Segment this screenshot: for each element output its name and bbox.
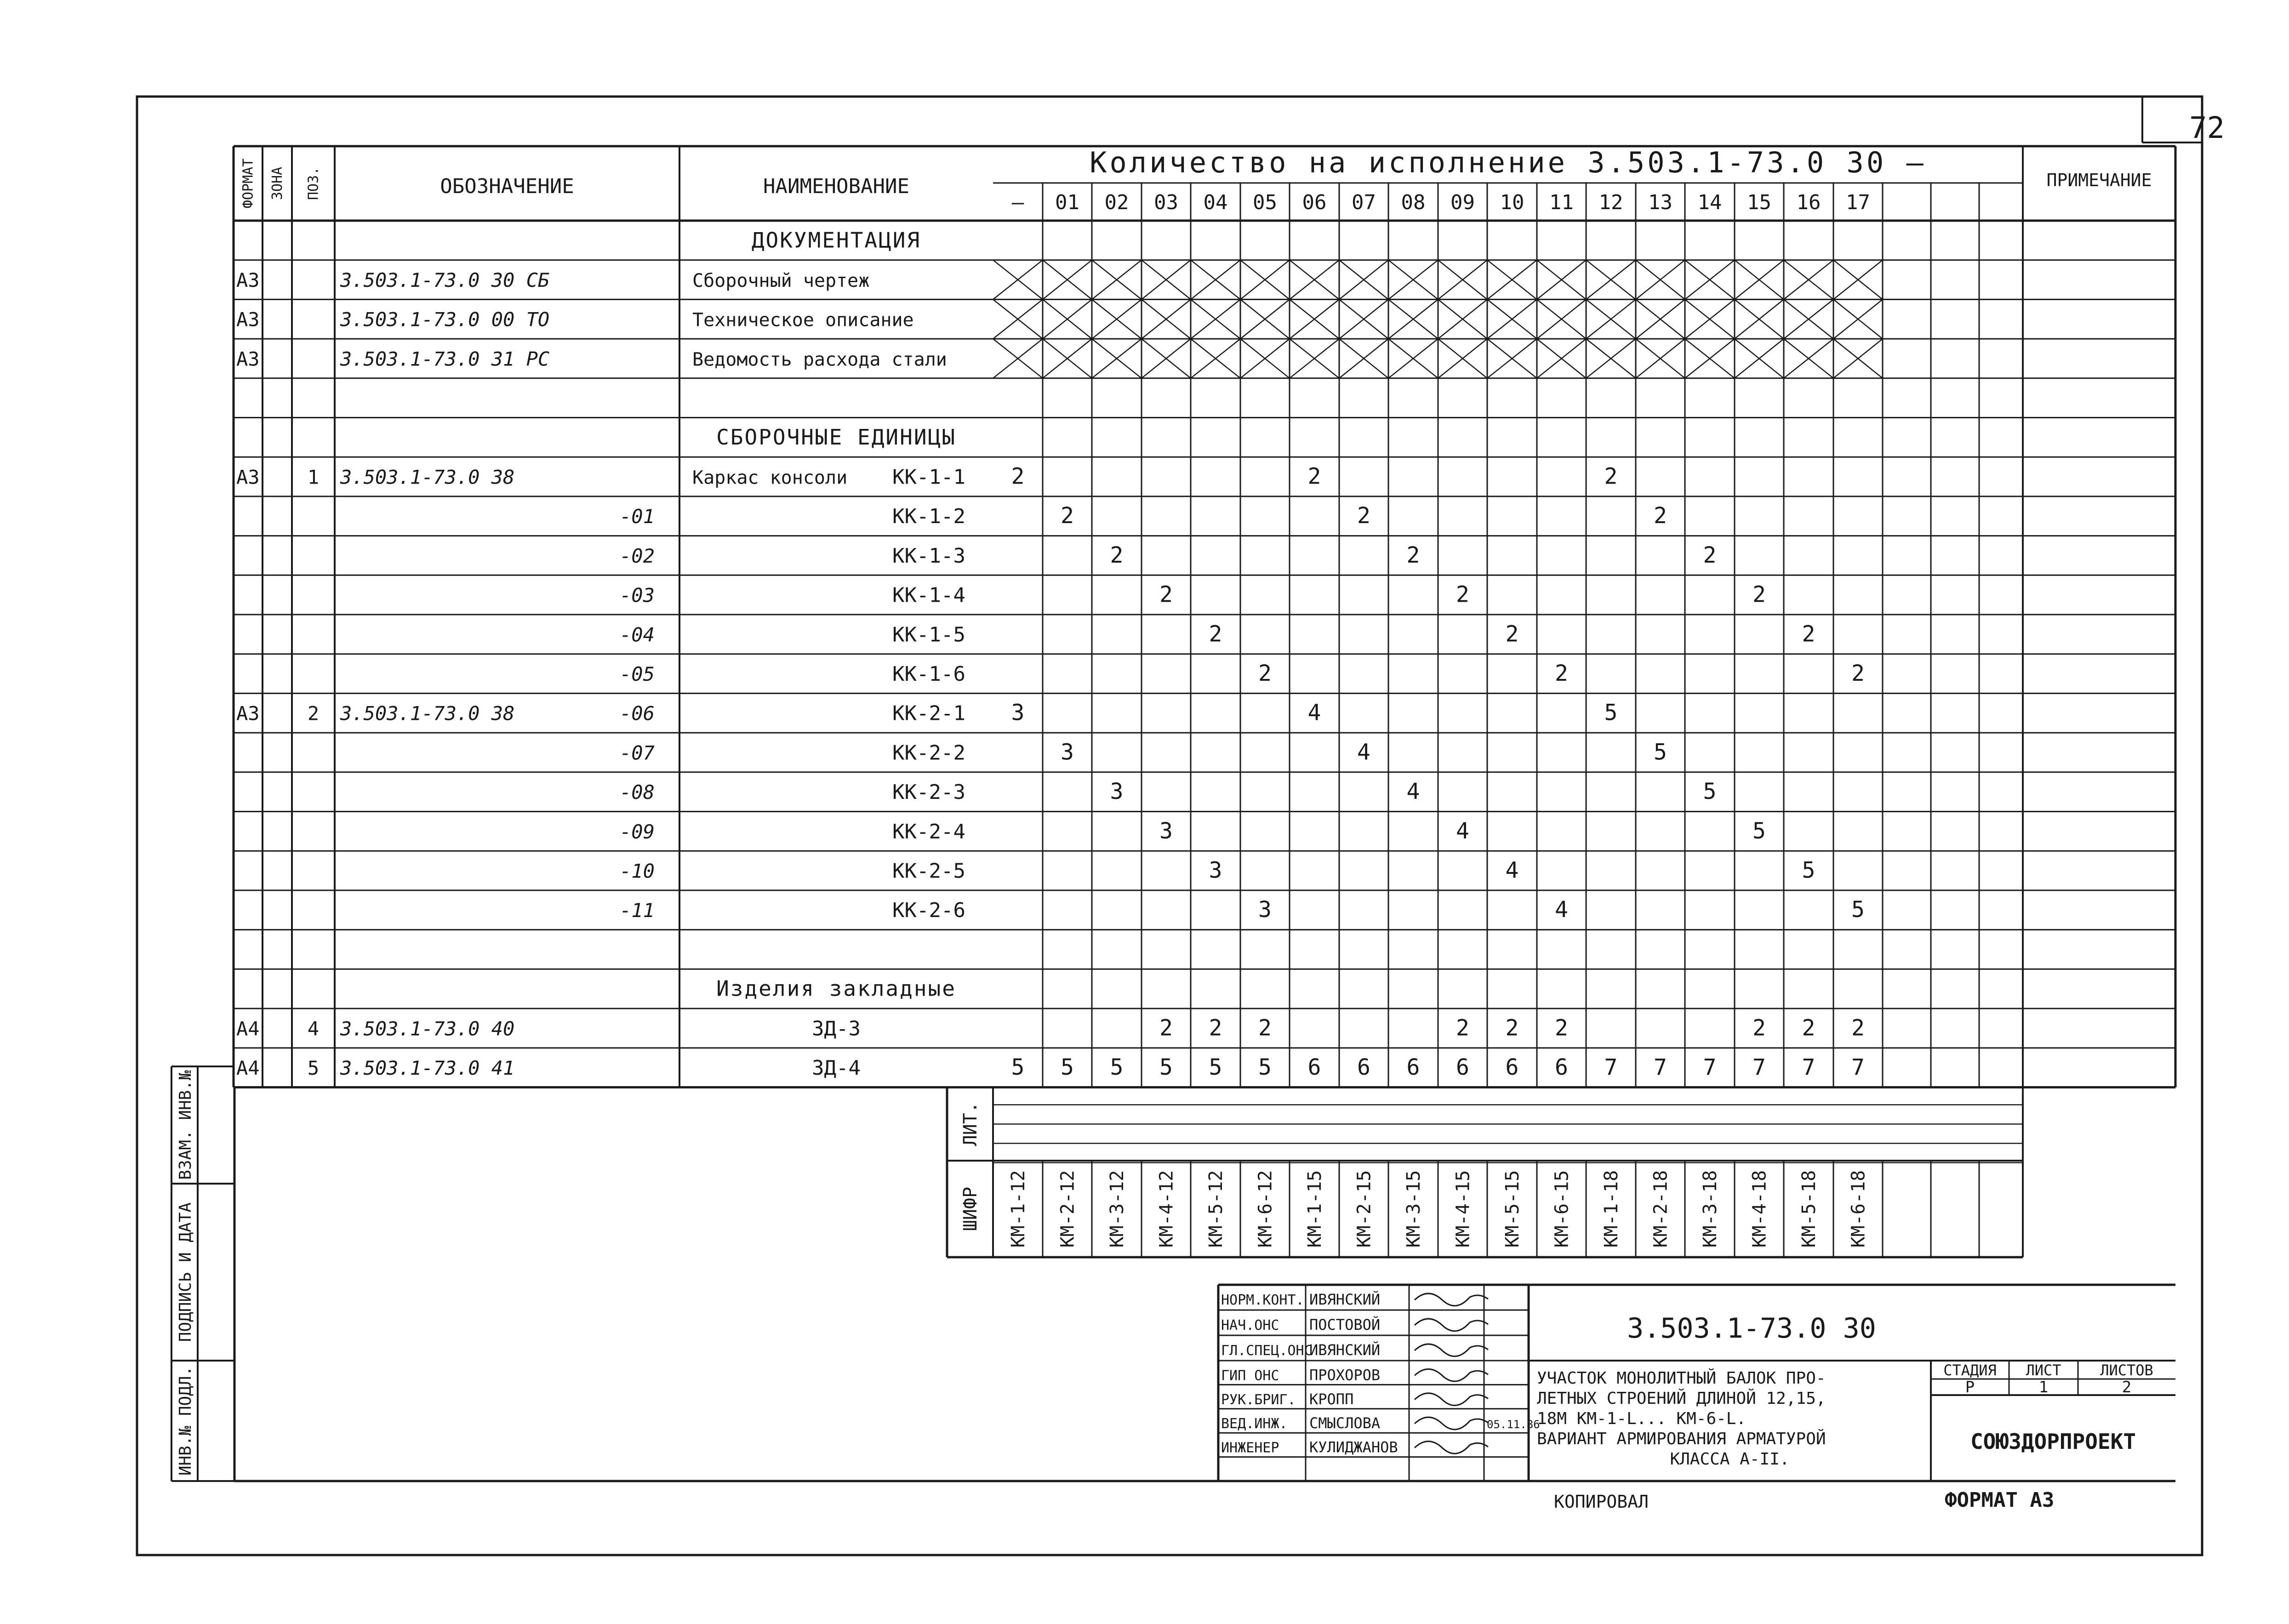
variant-header: 02 <box>1104 191 1129 214</box>
quantity-cell: 4 <box>1357 739 1370 765</box>
variant-code: КМ-2-18 <box>1650 1170 1672 1248</box>
row-name: КК-1-1 <box>892 465 965 489</box>
row-name: КК-2-5 <box>892 859 965 883</box>
variant-code: КМ-3-18 <box>1700 1170 1721 1248</box>
quantity-cell: 6 <box>1357 1054 1370 1080</box>
variant-code: КМ-6-18 <box>1848 1170 1869 1248</box>
quantity-cell: 2 <box>1851 660 1865 686</box>
quantity-cell: 2 <box>1654 503 1667 529</box>
quantity-cell: 6 <box>1406 1054 1420 1080</box>
row-name: Техническое описание <box>692 309 914 331</box>
signature-role: НАЧ.ОНС <box>1221 1317 1279 1333</box>
variant-header: 08 <box>1401 191 1426 214</box>
variant-code: КМ-1-12 <box>1008 1170 1029 1248</box>
signature-role: ИНЖЕНЕР <box>1221 1440 1279 1456</box>
quantity-cell: 4 <box>1307 700 1321 726</box>
title-line: ВАРИАНТ АРМИРОВАНИЯ АРМАТУРОЙ <box>1537 1430 1826 1448</box>
quantity-cell: 5 <box>1851 897 1865 923</box>
variant-headers <box>1012 191 1870 214</box>
signature-mark <box>1415 1344 1488 1356</box>
row-name: КК-1-6 <box>892 662 965 686</box>
variant-header: 11 <box>1549 191 1574 214</box>
signature-mark <box>1415 1393 1488 1406</box>
signature-role: ГЛ.СПЕЦ.ОНС <box>1221 1343 1313 1359</box>
variant-header: 16 <box>1796 191 1821 214</box>
sheet-label: ЛИСТ <box>2026 1362 2061 1379</box>
quantity-cell: 5 <box>1209 1054 1222 1080</box>
variant-header: 14 <box>1697 191 1722 214</box>
row-name: КК-1-4 <box>892 583 965 607</box>
title-line: КЛАССА А-II. <box>1670 1450 1790 1469</box>
title-line: 18М КМ-1-L... КМ-6-L. <box>1537 1409 1747 1428</box>
header-format: ФОРМАТ <box>240 158 257 209</box>
quantity-cell: 3 <box>1110 779 1124 805</box>
variant-code: КМ-3-15 <box>1403 1170 1424 1248</box>
quantity-cell: 2 <box>1703 542 1717 568</box>
row-name: КК-2-4 <box>892 820 965 843</box>
quantity-cell: 2 <box>1505 621 1519 647</box>
section-heading: ДОКУМЕНТАЦИЯ <box>751 228 921 253</box>
row-designation-suffix: -05 <box>620 662 655 685</box>
row-designation-suffix: -06 <box>620 702 655 725</box>
row-format: А3 <box>236 348 260 370</box>
row-designation: 3.503.1-73.0 38 <box>340 466 515 489</box>
variant-code: КМ-6-15 <box>1551 1170 1573 1248</box>
signature-role: ГИП ОНС <box>1221 1368 1279 1384</box>
title-line: УЧАСТОК МОНОЛИТНЫЙ БАЛОК ПРО- <box>1537 1369 1826 1388</box>
signature-name: ИВЯНСКИЙ <box>1309 1291 1381 1308</box>
quantity-cell: 2 <box>1209 1015 1222 1041</box>
specification-table <box>234 146 2175 1087</box>
title-line: ЛЕТНЫХ СТРОЕНИЙ ДЛИНОЙ 12,15, <box>1537 1389 1826 1408</box>
row-format: А3 <box>236 466 260 489</box>
signature-name: КРОПП <box>1309 1390 1354 1408</box>
quantity-cell: 2 <box>1752 581 1766 608</box>
quantity-cell: 2 <box>1505 1015 1519 1041</box>
quantity-cell: 6 <box>1456 1054 1469 1080</box>
variant-header: 05 <box>1253 191 1277 214</box>
quantity-cell: 4 <box>1505 857 1519 883</box>
row-name: КК-1-2 <box>892 505 965 529</box>
variant-code: КМ-4-15 <box>1452 1170 1474 1248</box>
row-designation-suffix: -08 <box>620 781 655 804</box>
row-designation-suffix: -09 <box>620 820 655 843</box>
quantity-cell: 2 <box>1604 463 1618 490</box>
shifr-label: ШИФР <box>960 1186 981 1231</box>
variant-header: 13 <box>1648 191 1673 214</box>
row-designation-suffix: -03 <box>620 584 655 607</box>
row-name: Ведомость расхода стали <box>692 349 947 370</box>
variant-header: 09 <box>1450 191 1475 214</box>
row-format: А3 <box>236 308 260 331</box>
variant-header: 06 <box>1302 191 1327 214</box>
row-name: КК-1-3 <box>892 544 965 568</box>
row-position: 5 <box>307 1056 320 1079</box>
quantity-cell: 2 <box>1209 621 1222 647</box>
row-name: ЗД-4 <box>812 1056 861 1080</box>
header-designation: ОБОЗНАЧЕНИЕ <box>440 175 574 198</box>
variant-header: 07 <box>1352 191 1376 214</box>
variant-header: 17 <box>1846 191 1870 214</box>
quantity-cell: 5 <box>1604 700 1618 726</box>
variant-code: КМ-4-12 <box>1156 1170 1177 1248</box>
signature-name: ПОСТОВОЙ <box>1309 1316 1381 1333</box>
side-stamp-label: ПОДПИСЬ И ДАТА <box>176 1202 195 1342</box>
quantity-cell: 7 <box>1851 1054 1865 1080</box>
quantity-cell: 6 <box>1505 1054 1519 1080</box>
document-title <box>1537 1368 1826 1469</box>
quantity-cell: 7 <box>1802 1054 1815 1080</box>
quantity-cell: 2 <box>1802 621 1815 647</box>
row-designation: 3.503.1-73.0 38 <box>340 702 515 725</box>
variant-header: 12 <box>1598 191 1623 214</box>
quantity-cell: 5 <box>1752 818 1766 844</box>
variant-header: 04 <box>1203 191 1228 214</box>
signature-mark <box>1415 1442 1488 1454</box>
signature-name: ПРОХОРОВ <box>1309 1366 1381 1384</box>
quantity-cell: 4 <box>1555 897 1568 923</box>
signature-name: КУЛИДЖАНОВ <box>1309 1438 1398 1456</box>
sheet-number: 72 <box>2189 111 2225 145</box>
quantity-cell: 3 <box>1011 700 1025 726</box>
row-name: КК-2-1 <box>892 701 965 725</box>
signature-mark <box>1415 1319 1488 1331</box>
quantity-cell: 2 <box>1456 581 1469 608</box>
quantity-cell: 2 <box>1752 1015 1766 1041</box>
signature-role: НОРМ.КОНТ. <box>1221 1292 1304 1308</box>
signatures-table <box>1221 1291 1488 1456</box>
row-designation-suffix: -11 <box>620 899 655 922</box>
row-name: КК-1-5 <box>892 623 965 647</box>
quantity-cell: 7 <box>1752 1054 1766 1080</box>
quantity-cell: 5 <box>1159 1054 1173 1080</box>
row-name: КК-2-2 <box>892 741 965 765</box>
row-designation-suffix: -01 <box>620 505 655 528</box>
variant-code: КМ-1-18 <box>1601 1170 1622 1248</box>
variant-header: 15 <box>1747 191 1771 214</box>
quantity-cell: 7 <box>1703 1054 1717 1080</box>
row-designation: 3.503.1-73.0 31 РС <box>340 348 550 370</box>
quantity-cell: 2 <box>1357 503 1370 529</box>
side-stamp <box>171 1066 234 1481</box>
header-note: ПРИМЕЧАНИЕ <box>2046 170 2152 190</box>
quantity-cell: 2 <box>1258 660 1272 686</box>
quantity-cell: 3 <box>1159 818 1173 844</box>
variant-header: 10 <box>1500 191 1524 214</box>
quantity-cell: 2 <box>1851 1015 1865 1041</box>
quantity-cell: 2 <box>1555 1015 1568 1041</box>
quantity-cell: 5 <box>1654 739 1667 765</box>
signature-name: ИВЯНСКИЙ <box>1309 1341 1381 1359</box>
quantity-cell: 3 <box>1258 897 1272 923</box>
row-designation-suffix: -04 <box>620 623 655 646</box>
quantity-cell: 3 <box>1061 739 1074 765</box>
row-format: А3 <box>236 268 260 291</box>
quantity-cell: 7 <box>1604 1054 1618 1080</box>
variant-code: КМ-4-18 <box>1749 1170 1770 1248</box>
quantity-cell: 6 <box>1307 1054 1321 1080</box>
quantity-cell: 5 <box>1110 1054 1124 1080</box>
stage-label: СТАДИЯ <box>1943 1362 1997 1379</box>
header-pos: ПОЗ. <box>305 166 322 200</box>
row-format: А3 <box>236 702 260 725</box>
variant-code: КМ-5-15 <box>1502 1170 1523 1248</box>
sheets-label: ЛИСТОВ <box>2100 1362 2153 1379</box>
quantity-cell: 4 <box>1456 818 1469 844</box>
format-label: ФОРМАТ А3 <box>1945 1488 2055 1512</box>
row-name: ЗД-3 <box>812 1017 861 1041</box>
quantity-cell: 2 <box>1258 1015 1272 1041</box>
quantity-cell: 2 <box>1456 1015 1469 1041</box>
document-code: 3.503.1-73.0 30 <box>1627 1312 1876 1345</box>
quantity-cell: 2 <box>1110 542 1124 568</box>
row-designation: 3.503.1-73.0 41 <box>340 1056 515 1079</box>
quantity-cell: 7 <box>1654 1054 1667 1080</box>
variant-code: КМ-2-15 <box>1353 1170 1375 1248</box>
sheets-value: 2 <box>2122 1378 2132 1396</box>
row-name: КК-2-3 <box>892 781 965 804</box>
row-position: 4 <box>307 1017 320 1040</box>
quantity-cell: 3 <box>1209 857 1222 883</box>
row-designation: 3.503.1-73.0 40 <box>340 1017 515 1040</box>
variant-code: КМ-2-12 <box>1057 1170 1079 1248</box>
lit-label: ЛИТ. <box>960 1102 981 1146</box>
row-designation-suffix: -02 <box>620 544 655 567</box>
row-format: А4 <box>236 1056 260 1079</box>
quantity-cell: 6 <box>1555 1054 1568 1080</box>
quantity-cell: 2 <box>1159 581 1173 608</box>
header-name: НАИМЕНОВАНИЕ <box>763 175 909 198</box>
header-zone: ЗОНА <box>269 166 285 200</box>
signature-mark <box>1415 1369 1488 1381</box>
side-stamp-label: ИНВ.№ ПОДЛ. <box>176 1366 195 1476</box>
variant-header: — <box>1011 191 1024 214</box>
signature-mark <box>1415 1417 1488 1430</box>
row-designation-suffix: -10 <box>620 860 655 883</box>
quantity-cell: 4 <box>1406 779 1420 805</box>
variant-header: 01 <box>1055 191 1079 214</box>
header-quantity-title: Количество на исполнение 3.503.1-73.0 30 — <box>1090 146 1926 179</box>
section-heading: СБОРОЧНЫЕ ЕДИНИЦЫ <box>716 424 956 450</box>
quantity-cell: 2 <box>1159 1015 1173 1041</box>
quantity-cell: 5 <box>1703 779 1717 805</box>
row-position: 1 <box>307 466 320 489</box>
quantity-cell: 2 <box>1406 542 1420 568</box>
quantity-cell: 5 <box>1011 1054 1025 1080</box>
signature-mark <box>1415 1294 1488 1306</box>
variant-code: КМ-3-12 <box>1107 1170 1128 1248</box>
variant-code: КМ-5-12 <box>1205 1170 1227 1248</box>
quantity-cell: 2 <box>1802 1015 1815 1041</box>
sheet-value: 1 <box>2038 1378 2049 1396</box>
row-name-prefix: Каркас консоли <box>692 467 848 489</box>
signature-role: ВЕД.ИНЖ. <box>1221 1416 1288 1432</box>
quantity-cell: 5 <box>1258 1054 1272 1080</box>
row-name: КК-2-6 <box>892 899 965 923</box>
quantity-cell: 2 <box>1307 463 1321 490</box>
quantity-cell: 2 <box>1555 660 1568 686</box>
quantity-cell: 5 <box>1802 857 1815 883</box>
row-designation-suffix: -07 <box>620 741 655 764</box>
quantity-cell: 2 <box>1061 503 1074 529</box>
side-stamp-label: ВЗАМ. ИНВ.№ <box>176 1070 195 1180</box>
quantity-cell: 2 <box>1011 463 1025 490</box>
signature-role: РУК.БРИГ. <box>1221 1391 1296 1408</box>
side-stamp-labels <box>176 1070 195 1476</box>
section-heading: Изделия закладные <box>716 976 956 1001</box>
organization: СОЮЗДОРПРОЕКТ <box>1970 1429 2136 1454</box>
row-format: А4 <box>236 1017 260 1040</box>
row-designation: 3.503.1-73.0 00 ТО <box>340 308 550 331</box>
title-block <box>1218 1285 2175 1512</box>
stage-value: Р <box>1965 1378 1975 1396</box>
signature-name: СМЫСЛОВА <box>1309 1414 1381 1432</box>
row-name: Сборочный чертеж <box>692 270 870 291</box>
row-position: 2 <box>307 702 320 725</box>
variant-code: КМ-6-12 <box>1255 1170 1276 1248</box>
variant-code: КМ-5-18 <box>1798 1170 1820 1248</box>
variant-code: КМ-1-15 <box>1304 1170 1325 1248</box>
copied-by-label: КОПИРОВАЛ <box>1554 1492 1649 1512</box>
quantity-cell: 5 <box>1061 1054 1074 1080</box>
signature-date: 05.11.86 <box>1487 1418 1540 1431</box>
variant-header: 03 <box>1154 191 1178 214</box>
row-designation: 3.503.1-73.0 30 СБ <box>340 268 550 291</box>
